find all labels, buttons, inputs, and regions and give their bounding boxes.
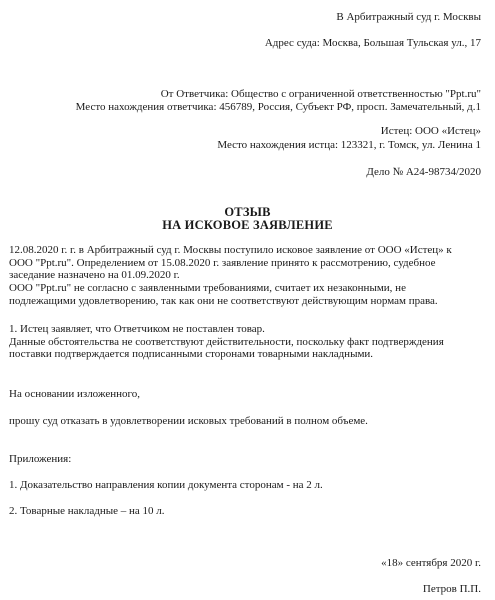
attachments-heading: Приложения:: [9, 453, 72, 465]
point-1-line: поставки подтверждается подписанными сторонами товарными накладными.: [9, 348, 374, 361]
case-number: Дело № А24-98734/2020: [366, 166, 481, 178]
point-1-line: 1. Истец заявляет, что Ответчиком не поставлен товар.: [9, 323, 265, 335]
plaintiff-address: Место нахождения истца: 123321, г. Томск, ул. Ленина 1: [217, 139, 481, 151]
basis-text: На основании изложенного,: [9, 388, 141, 400]
court-address: Адрес суда: Москва, Большая Тульская ул., 17: [264, 37, 481, 49]
defendant-name: От Ответчика: Общество с ограниченной ответственностью "Ppt.ru": [160, 88, 481, 100]
plaintiff-name: Истец: ООО «Истец»: [380, 125, 481, 137]
intro-paragraph: [9, 244, 487, 308]
attachment-item-2: 2. Товарные накладные – на 10 л.: [9, 505, 165, 517]
signature-name: Петров П.П.: [422, 583, 481, 595]
intro-line: ООО "Ppt.ru" не согласно с заявленными требованиями, считает их незаконными, не: [9, 282, 406, 295]
intro-line: заседание назначено на 01.09.2020 г.: [9, 269, 180, 282]
document-subtitle: НА ИСКОВОЕ ЗАЯВЛЕНИЕ: [162, 218, 333, 232]
attachment-item-1: 1. Доказательство направления копии документа сторонам - на 2 л.: [9, 479, 323, 491]
document-date: «18» сентября 2020 г.: [381, 557, 481, 569]
intro-line: ООО "Ppt.ru". Определением от 15.08.2020 г. заявление принято к рассмотрению, судебное: [9, 256, 436, 269]
point-1-line: Данные обстоятельства не соответствуют действительности, поскольку факт подтверждения: [9, 335, 444, 348]
intro-line: 12.08.2020 г. г. в Арбитражный суд г. Москвы поступило исковое заявление от ООО «Истец» к: [9, 244, 452, 256]
point-1-paragraph: [9, 323, 487, 361]
defendant-address: Место нахождения ответчика: 456789, Россия, Субъект РФ, просп. Замечательный, д.1: [75, 101, 481, 113]
intro-line: подлежащими удовлетворению, так как они не соответствуют действующим нормам права.: [9, 294, 438, 307]
document-title: ОТЗЫВ: [224, 205, 271, 219]
request-text: прошу суд отказать в удовлетворении исковых требований в полном объеме.: [9, 415, 368, 427]
court-name: В Арбитражный суд г. Москвы: [336, 11, 481, 23]
